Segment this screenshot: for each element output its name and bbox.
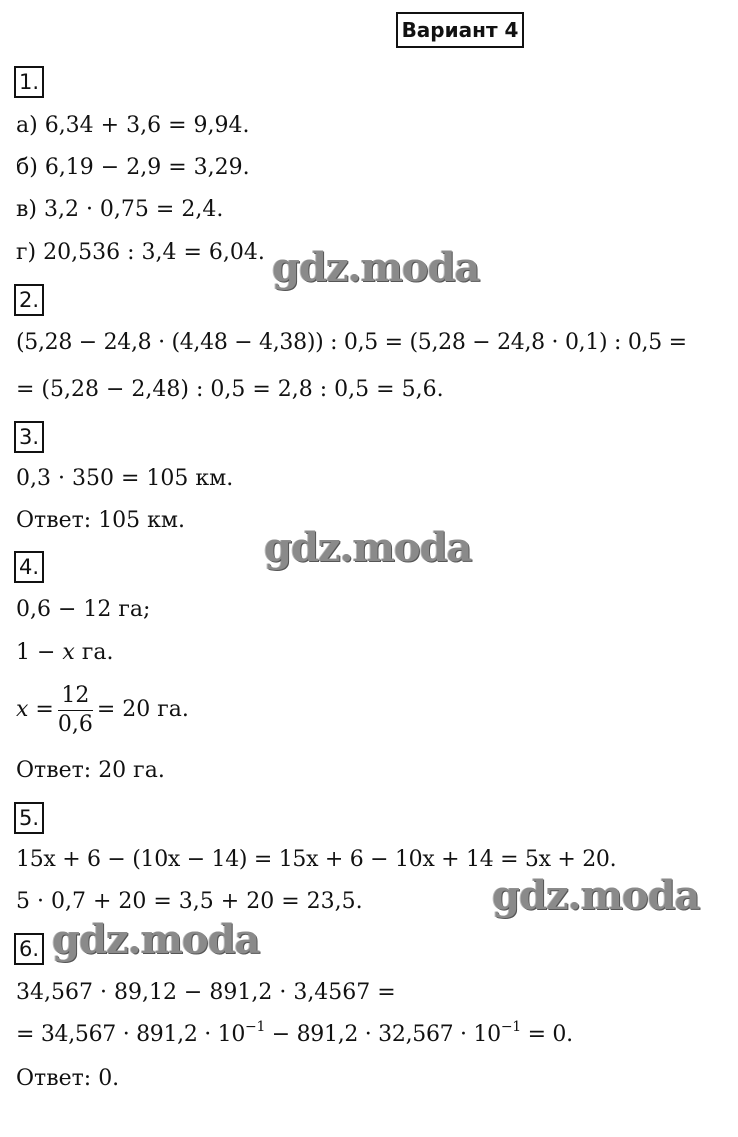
task2-line-1: (5,28 − 24,8 · (4,48 − 4,38)) : 0,5 = (5,28 − 24,8 · 0,1) : 0,5 = <box>16 330 687 355</box>
task1-line-c: в) 3,2 · 0,75 = 2,4. <box>16 197 224 222</box>
task6-line-1: 34,567 · 89,12 − 891,2 · 3,4567 = <box>16 980 396 1005</box>
fraction-numerator: 12 <box>58 682 93 711</box>
task4-line-2 <box>16 640 113 666</box>
task1-line-b: б) 6,19 − 2,9 = 3,29. <box>16 155 250 180</box>
task6-line-2 <box>16 1019 573 1048</box>
task6-exponent-2: −1 <box>500 1019 521 1035</box>
watermark-3: gdz.moda <box>492 872 700 919</box>
task6-exponent-1: −1 <box>245 1019 266 1035</box>
task3-answer: Ответ: 105 км. <box>16 508 186 533</box>
variant-title: Вариант 4 <box>396 12 524 48</box>
task2-line-2: = (5,28 − 2,48) : 0,5 = 2,8 : 0,5 = 5,6. <box>16 377 444 402</box>
task-number-5: 5. <box>14 802 44 834</box>
task-number-1: 1. <box>14 66 44 98</box>
task4-answer: Ответ: 20 га. <box>16 758 165 783</box>
task4-equation <box>16 680 189 740</box>
task6-line-2-b: − 891,2 · 32,567 · 10 <box>265 1022 501 1047</box>
task1-line-d: г) 20,536 : 3,4 = 6,04. <box>16 240 265 265</box>
watermark-1: gdz.moda <box>272 244 480 291</box>
task5-line-2: 5 · 0,7 + 20 = 3,5 + 20 = 23,5. <box>16 889 363 914</box>
task4-eq-rest: = 20 га. <box>96 697 189 722</box>
task-number-6: 6. <box>14 933 44 965</box>
fraction-denominator: 0,6 <box>57 711 93 737</box>
task4-line-2-a: 1 − <box>16 640 63 665</box>
task-number-3: 3. <box>14 421 44 453</box>
task6-answer: Ответ: 0. <box>16 1066 120 1091</box>
watermark-4: gdz.moda <box>52 916 260 963</box>
task6-line-2-a: = 34,567 · 891,2 · 10 <box>16 1022 246 1047</box>
task-number-2: 2. <box>14 284 44 316</box>
task4-fraction <box>58 682 93 739</box>
task4-line-2-b: га. <box>74 640 114 665</box>
task4-line-1: 0,6 − 12 га; <box>16 597 151 622</box>
watermark-2: gdz.moda <box>264 524 472 571</box>
task-number-4: 4. <box>14 551 44 583</box>
task3-line-1: 0,3 · 350 = 105 км. <box>16 466 234 491</box>
task1-line-a: а) 6,34 + 3,6 = 9,94. <box>16 113 250 138</box>
task4-eq-sign: = <box>28 697 54 722</box>
task5-line-1: 15x + 6 − (10x − 14) = 15x + 6 − 10x + 14 = 5x + 20. <box>16 847 617 872</box>
task4-line-2-var: x <box>62 640 75 665</box>
task6-line-2-c: = 0. <box>520 1022 573 1047</box>
task4-eq-var: x <box>16 697 29 722</box>
